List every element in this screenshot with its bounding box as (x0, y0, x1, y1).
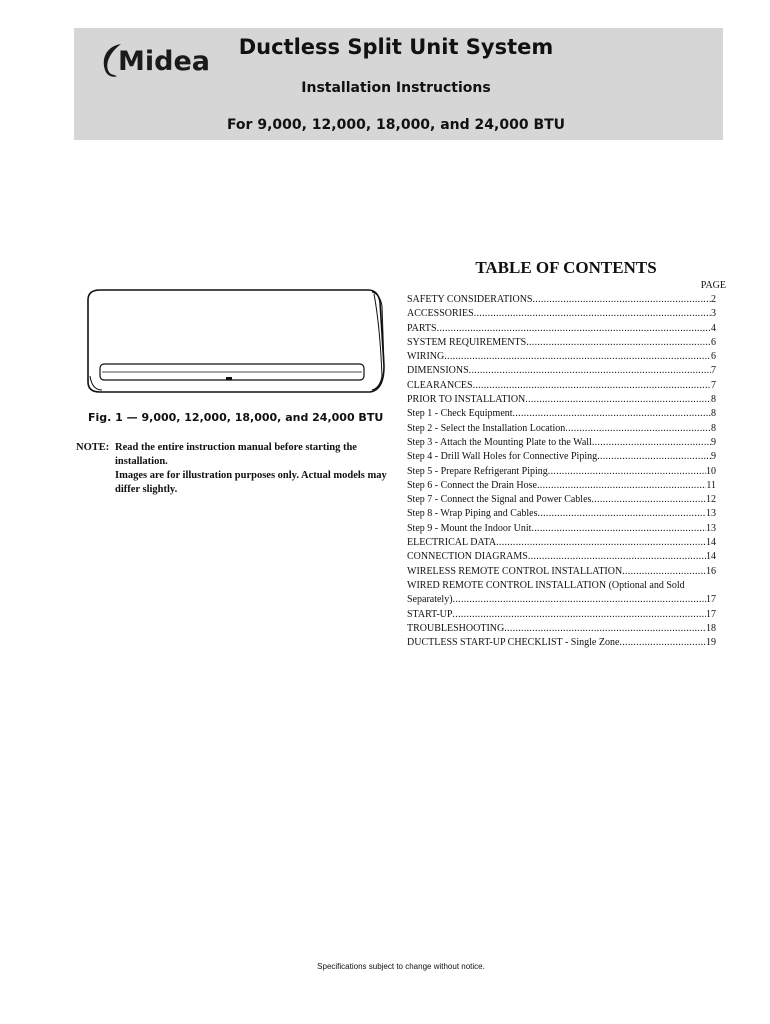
toc-entry-page: 13 (706, 508, 716, 520)
toc-entry-title: CONNECTION DIAGRAMS (407, 551, 528, 563)
toc-entry-page: 7 (711, 365, 716, 377)
toc-entry[interactable] (407, 565, 716, 579)
toc-leader-dots (526, 336, 711, 350)
toc-leader-dots (469, 364, 711, 378)
toc-entry[interactable] (407, 622, 716, 636)
toc-entry-page: 11 (706, 479, 716, 491)
document-subtitle: Installation Instructions (301, 80, 491, 96)
toc-entry-title: Step 1 - Check Equipment (407, 408, 513, 420)
toc-entry-title: Step 4 - Drill Wall Holes for Connective Piping (407, 451, 598, 463)
toc-entry[interactable] (407, 364, 716, 378)
toc-entry-page: 6 (711, 336, 716, 348)
toc-entry-page: 18 (706, 622, 716, 634)
toc-entry[interactable] (407, 407, 716, 421)
note-line-1: Read the entire instruction manual before starting the installation. (115, 442, 357, 467)
toc-leader-dots (532, 293, 711, 307)
figure-caption: Fig. 1 — 9,000, 12,000, 18,000, and 24,000 BTU (88, 411, 384, 424)
toc-entry-title: Step 7 - Connect the Signal and Power Cables (407, 494, 592, 506)
indoor-unit-illustration (80, 286, 390, 396)
toc-entry-title: ELECTRICAL DATA (407, 537, 497, 549)
toc-leader-dots (591, 493, 706, 507)
toc-entry-title: PRIOR TO INSTALLATION (407, 394, 526, 406)
toc-entry-page: 17 (706, 594, 716, 606)
toc-entry-title: TROUBLESHOOTING (407, 622, 505, 634)
table-of-contents (407, 293, 716, 650)
toc-leader-dots (525, 393, 711, 407)
toc-leader-dots (538, 507, 706, 521)
toc-leader-dots (537, 479, 706, 493)
toc-entry-title: CLEARANCES (407, 379, 473, 391)
footer-disclaimer: Specifications subject to change without notice. (317, 962, 485, 971)
toc-leader-dots (473, 379, 711, 393)
toc-leader-dots (496, 536, 706, 550)
toc-entry-title: Step 2 - Select the Installation Location (407, 422, 566, 434)
toc-entry[interactable] (407, 593, 716, 607)
toc-entry-page: 12 (706, 494, 716, 506)
toc-entry-page: 9 (711, 436, 716, 448)
note-line-2: Images are for illustration purposes only. Actual models may differ slightly. (115, 470, 387, 495)
toc-entry-page: 14 (706, 537, 716, 549)
toc-entry-page: 14 (706, 551, 716, 563)
toc-entry[interactable] (407, 522, 716, 536)
toc-leader-dots (452, 608, 706, 622)
toc-entry-title: Step 6 - Connect the Drain Hose (407, 479, 537, 491)
toc-leader-dots (592, 436, 711, 450)
toc-entry-page: 7 (711, 379, 716, 391)
toc-entry[interactable] (407, 307, 716, 321)
toc-entry-title: START-UP (407, 608, 453, 620)
toc-entry[interactable] (407, 293, 716, 307)
toc-page-label: PAGE (700, 280, 726, 291)
toc-entry[interactable] (407, 422, 716, 436)
toc-entry-page: 17 (706, 608, 716, 620)
toc-entry-page: 4 (711, 322, 716, 334)
brand-logo: Midea (118, 46, 210, 77)
toc-entry[interactable] (407, 636, 716, 650)
toc-entry[interactable] (407, 608, 716, 622)
toc-entry-title: DIMENSIONS (407, 365, 469, 377)
toc-entry-page: 8 (711, 422, 716, 434)
toc-leader-dots (622, 565, 706, 579)
toc-entry-page: 2 (711, 294, 716, 305)
toc-leader-dots (444, 350, 711, 364)
toc-entry[interactable] (407, 479, 716, 493)
toc-entry[interactable] (407, 507, 716, 521)
toc-entry[interactable] (407, 579, 716, 593)
toc-leader-dots (619, 636, 706, 650)
toc-entry-title: ACCESSORIES (407, 308, 474, 320)
toc-entry[interactable] (407, 536, 716, 550)
toc-entry[interactable] (407, 450, 716, 464)
toc-entry-title: WIRED REMOTE CONTROL INSTALLATION (Optional and Sold (407, 579, 685, 591)
toc-entry-title: SAFETY CONSIDERATIONS (407, 294, 533, 305)
toc-entry-title: SYSTEM REQUIREMENTS (407, 336, 527, 348)
toc-heading: TABLE OF CONTENTS (475, 258, 657, 277)
toc-entry-page: 3 (711, 308, 716, 320)
toc-entry-page: 16 (706, 565, 716, 577)
toc-entry-title: DUCTLESS START-UP CHECKLIST - Single Zone (407, 637, 620, 649)
toc-entry-title: Step 3 - Attach the Mounting Plate to the Wall (407, 436, 592, 448)
toc-entry-page: 10 (706, 465, 716, 477)
toc-entry[interactable] (407, 336, 716, 350)
toc-entry-page: 9 (711, 451, 716, 463)
toc-entry[interactable] (407, 493, 716, 507)
btu-range: For 9,000, 12,000, 18,000, and 24,000 BTU (226, 117, 566, 133)
toc-leader-dots (453, 593, 706, 607)
toc-entry-title: Step 8 - Wrap Piping and Cables (407, 508, 538, 520)
toc-entry-title: WIRELESS REMOTE CONTROL INSTALLATION (407, 565, 623, 577)
toc-entry[interactable] (407, 379, 716, 393)
toc-leader-dots (513, 407, 711, 421)
toc-entry[interactable] (407, 465, 716, 479)
toc-entry[interactable] (407, 436, 716, 450)
toc-entry-title: PARTS (407, 322, 437, 334)
toc-leader-dots (531, 522, 706, 536)
document-title: Ductless Split Unit System (238, 35, 554, 59)
toc-entry[interactable] (407, 393, 716, 407)
toc-entry-title: WIRING (407, 351, 445, 363)
toc-leader-dots (528, 550, 706, 564)
toc-leader-dots (565, 422, 711, 436)
toc-entry-page: 8 (711, 408, 716, 420)
toc-entry-page: 8 (711, 394, 716, 406)
toc-entry-title: Step 5 - Prepare Refrigerant Piping (407, 465, 548, 477)
note-label: NOTE: (76, 442, 110, 453)
toc-entry-page: 13 (706, 522, 716, 534)
toc-leader-dots (504, 622, 706, 636)
toc-leader-dots (597, 450, 711, 464)
toc-leader-dots (437, 322, 711, 336)
toc-entry[interactable] (407, 350, 716, 364)
toc-entry[interactable] (407, 322, 716, 336)
toc-entry-page: 19 (706, 637, 716, 649)
toc-leader-dots (474, 307, 711, 321)
toc-entry-title: Step 9 - Mount the Indoor Unit (407, 522, 532, 534)
toc-leader-dots (548, 465, 706, 479)
toc-entry[interactable] (407, 550, 716, 564)
toc-entry-title: Separately) (407, 594, 453, 606)
toc-entry-page: 6 (711, 351, 716, 363)
